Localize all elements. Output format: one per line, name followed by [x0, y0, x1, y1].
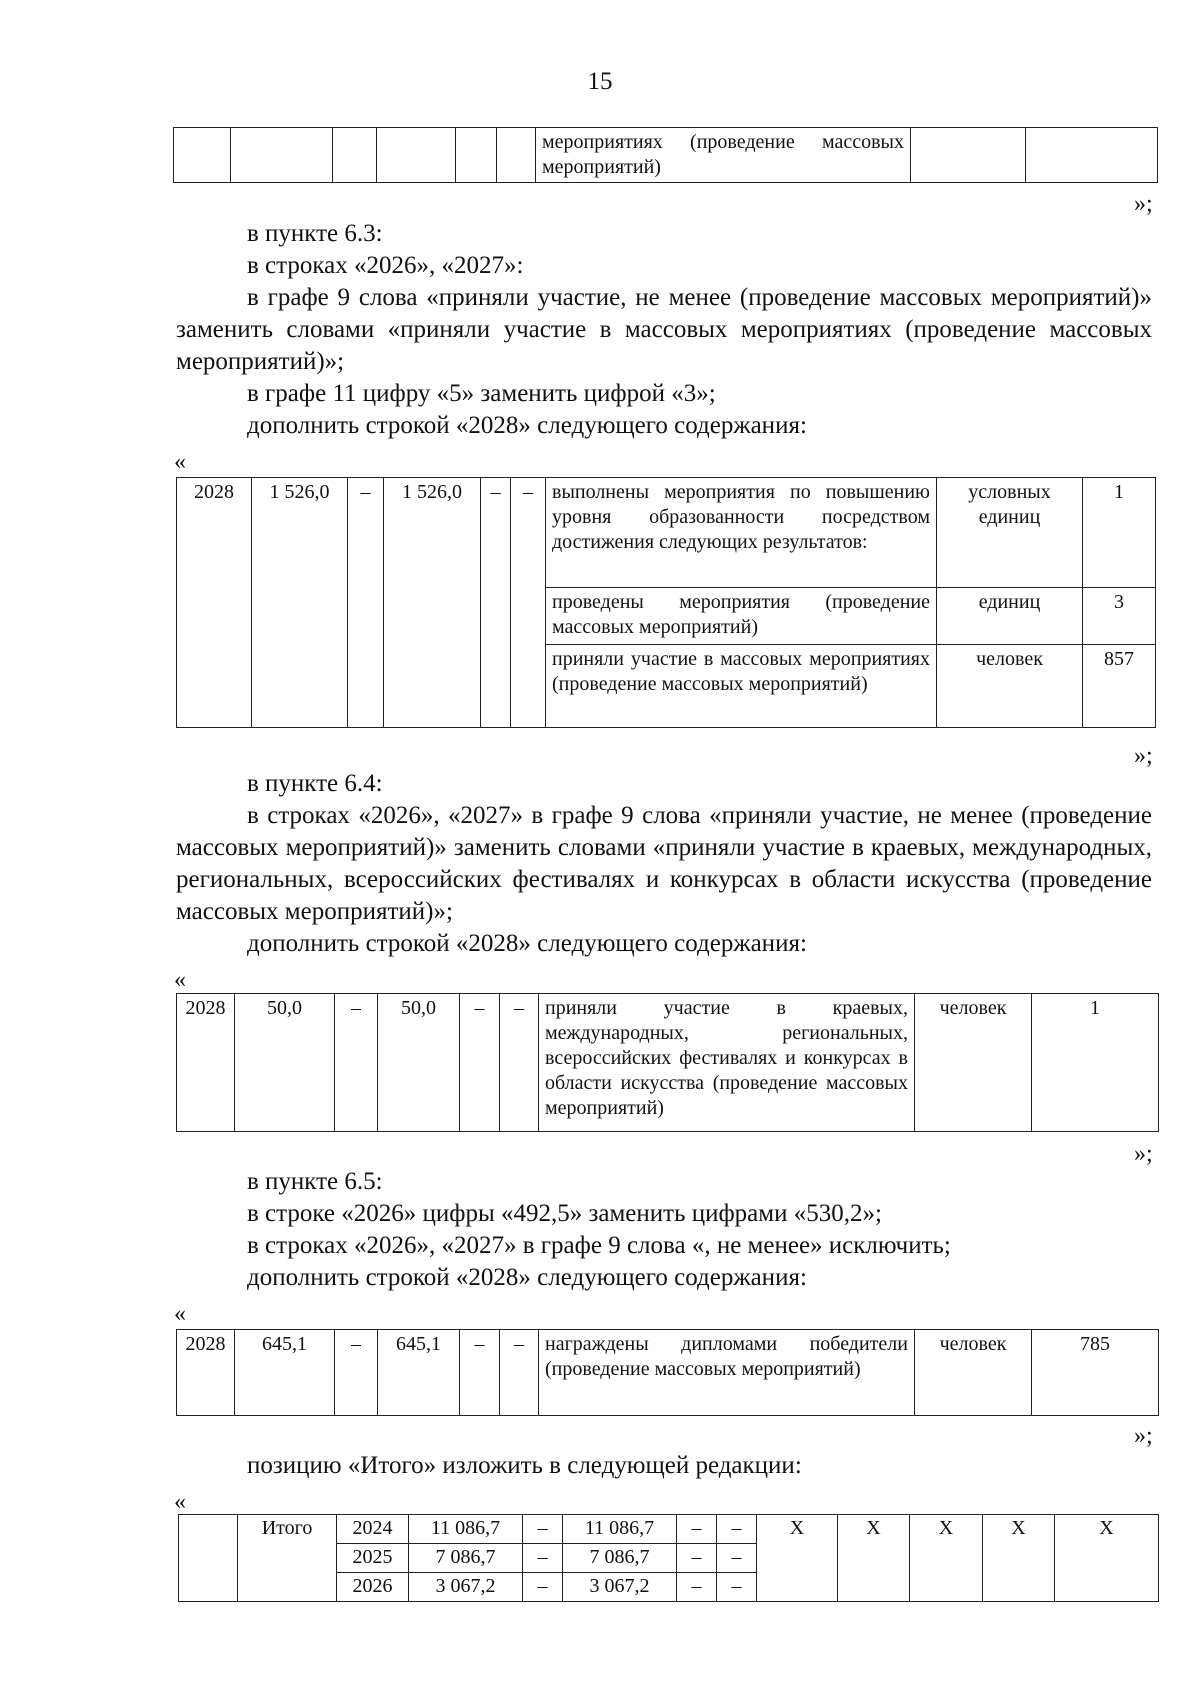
cell-indicator-text: награждены дипломами победители (проведение массовых мероприятий)	[539, 1330, 915, 1416]
s65-line3: в строках «2026», «2027» в графе 9 слова «, не менее» исключить;	[247, 1232, 951, 1259]
cell-empty	[456, 128, 497, 183]
open-quote: «	[174, 967, 186, 993]
cell-total: 1 526,0	[252, 478, 348, 728]
open-quote: «	[174, 1301, 186, 1327]
table-itogo	[178, 1514, 1159, 1602]
cell-value: 1	[1032, 994, 1159, 1132]
cell-year: 2024	[337, 1515, 409, 1544]
cell-dash: –	[460, 994, 500, 1132]
cell-dash: –	[677, 1515, 717, 1544]
s63-line4: дополнить строкой «2028» следующего содержания:	[247, 412, 807, 439]
cell-indicator-text: мероприятиях (проведение массовых мероприятий)	[536, 128, 911, 183]
cell-dash: –	[500, 1330, 539, 1416]
cell-dash: –	[717, 1544, 757, 1573]
cell-dash: –	[335, 1330, 378, 1416]
cell-empty	[497, 128, 536, 183]
cell-unit: человек	[937, 645, 1083, 728]
s63-rows: в строках «2026», «2027»:	[247, 252, 524, 279]
cell-total: 11 086,7	[409, 1515, 523, 1544]
cell-value: 857	[1083, 645, 1156, 728]
cell-indicator-text: приняли участие в массовых мероприятиях (проведение массовых мероприятий)	[546, 645, 937, 728]
cell-year: 2026	[337, 1573, 409, 1602]
cell-regional: 3 067,2	[563, 1573, 677, 1602]
cell-dash: –	[348, 478, 384, 728]
cell-x: X	[757, 1515, 838, 1602]
cell-total: 50,0	[235, 994, 335, 1132]
cell-unit: человек	[915, 1330, 1032, 1416]
cell-regional: 50,0	[378, 994, 460, 1132]
s64-line2: дополнить строкой «2028» следующего содержания:	[247, 930, 807, 957]
s63-heading: в пункте 6.3:	[247, 220, 383, 247]
s64-paragraph-text: в строках «2026», «2027» в графе 9 слова «приняли участие, не менее (проведение массовых мероприятий)» заменить словами «приняли участие в краевых, международных, региональных, всероссийских фестивалях и конкурсах в области искусства (проведение массовых мероприятий)»;	[176, 802, 1152, 925]
cell-empty	[231, 128, 333, 183]
cell-year: 2025	[337, 1544, 409, 1573]
cell-regional: 645,1	[378, 1330, 460, 1416]
cell-dash: –	[717, 1573, 757, 1602]
cell-dash: –	[677, 1573, 717, 1602]
cell-total: 3 067,2	[409, 1573, 523, 1602]
cell-indicator-text: проведены мероприятия (проведение массовых мероприятий)	[546, 588, 937, 645]
s63-line3: в графе 11 цифру «5» заменить цифрой «3»;	[247, 380, 716, 407]
cell-dash: –	[523, 1573, 563, 1602]
cell-dash: –	[717, 1515, 757, 1544]
cell-dash: –	[481, 478, 511, 728]
s63-paragraph-text: в графе 9 слова «приняли участие, не менее (проведение массовых мероприятий)» заменить словами «приняли участие в массовых мероприятиях (проведение массовых мероприятий)»;	[176, 284, 1152, 375]
cell-dash: –	[677, 1544, 717, 1573]
close-quote: »;	[1134, 191, 1153, 217]
cell-x: X	[983, 1515, 1055, 1602]
cell-empty	[333, 128, 377, 183]
cell-unit: условных единиц	[937, 478, 1083, 588]
s63-paragraph	[176, 282, 1152, 378]
cell-indicator-text: приняли участие в краевых, международных, региональных, всероссийских фестивалях и конкурсах в области искусства (проведение массовых мероприятий)	[539, 994, 915, 1132]
s65-line4: дополнить строкой «2028» следующего содержания:	[247, 1264, 807, 1291]
page-number: 15	[587, 68, 613, 95]
cell-unit: единиц	[937, 588, 1083, 645]
s64-heading: в пункте 6.4:	[247, 770, 383, 797]
cell-dash: –	[523, 1544, 563, 1573]
cell-itogo-label: Итого	[238, 1515, 337, 1602]
close-quote: »;	[1134, 743, 1153, 769]
cell-regional: 11 086,7	[563, 1515, 677, 1544]
open-quote: «	[174, 1489, 186, 1515]
close-quote: »;	[1134, 1141, 1153, 1167]
cell-value: 3	[1083, 588, 1156, 645]
cell-empty	[377, 128, 456, 183]
s65-heading: в пункте 6.5:	[247, 1168, 383, 1195]
table-continuation	[173, 127, 1158, 183]
open-quote: «	[174, 449, 186, 475]
cell-unit: человек	[915, 994, 1032, 1132]
cell-regional: 7 086,7	[563, 1544, 677, 1573]
cell-dash: –	[511, 478, 546, 728]
cell-year: 2028	[177, 1330, 235, 1416]
cell-dash: –	[500, 994, 539, 1132]
table-row-2028-6-5	[176, 1329, 1159, 1416]
cell-empty	[1026, 128, 1158, 183]
cell-dash: –	[523, 1515, 563, 1544]
cell-x: X	[838, 1515, 910, 1602]
cell-total: 645,1	[235, 1330, 335, 1416]
cell-x: X	[910, 1515, 983, 1602]
table-row-2028-6-4	[176, 993, 1159, 1132]
s65-line2: в строке «2026» цифры «492,5» заменить цифрами «530,2»;	[247, 1200, 882, 1227]
close-quote: »;	[1134, 1423, 1153, 1449]
cell-dash: –	[460, 1330, 500, 1416]
table-row-2028-6-3	[176, 477, 1156, 728]
cell-value: 1	[1083, 478, 1156, 588]
itogo-heading: позицию «Итого» изложить в следующей редакции:	[247, 1452, 802, 1479]
cell-year: 2028	[177, 994, 235, 1132]
cell-empty	[179, 1515, 238, 1602]
cell-empty	[911, 128, 1026, 183]
cell-value: 785	[1032, 1330, 1159, 1416]
cell-indicator-text: выполнены мероприятия по повышению уровня образованности посредством достижения следующих результатов:	[546, 478, 937, 588]
cell-total: 7 086,7	[409, 1544, 523, 1573]
cell-regional: 1 526,0	[384, 478, 481, 728]
s64-paragraph	[176, 800, 1152, 928]
cell-x: X	[1055, 1515, 1159, 1602]
cell-year: 2028	[177, 478, 252, 728]
cell-dash: –	[335, 994, 378, 1132]
cell-empty	[174, 128, 231, 183]
